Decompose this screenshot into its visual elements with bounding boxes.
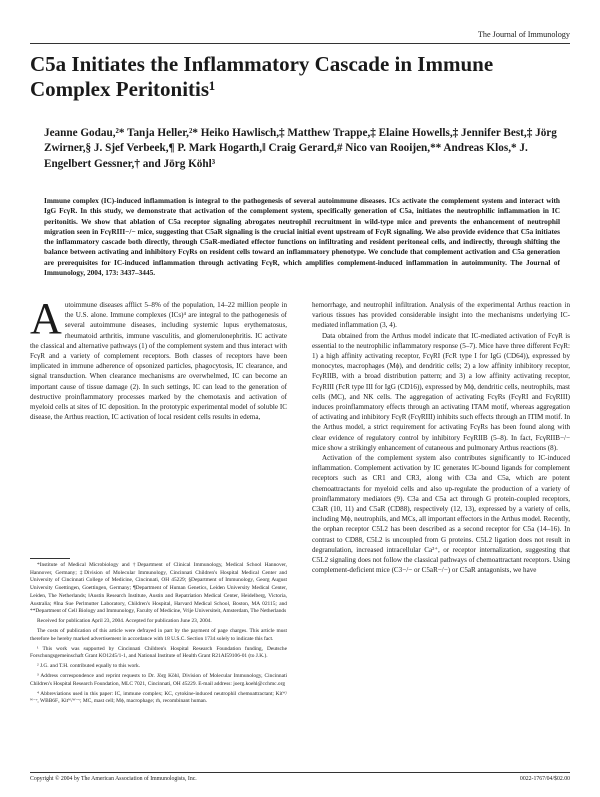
author-list: Jeanne Godau,²* Tanja Heller,²* Heiko Hawlisch,‡ Matthew Trappe,‡ Elaine Howells,‡ Jennifer Best,‡ Jörg Zwirner,§ J. Sjef Verbeek,¶ P. Mark Hogarth,‖ Craig Gerard,# Nico van Rooijen,** Andreas Klos,* J. Engelbert Gessner,† and Jörg Köhl³ xyxy=(44,127,557,170)
abstract: Immune complex (IC)-induced inflammation is integral to the pathogenesis of several autoimmune diseases. ICs activate the complement system and interact with IgG FcγR. In this study, we demonstrate that activation of the complement system, specifically generation of C5a, initiates the neutrophilic inflammation in IC peritonitis. We show that ablation of C5a receptor signaling abrogates neutrophil recruitment in wild-type mice and prevents the enhancement of neutrophil migration seen in FcγRIII−/− mice, suggesting that C5aR signaling is the crucial initial event upstream of FcγR signaling. We also provide evidence that C5a initiates the inflammatory cascade both directly, through C5aR-mediated effector functions on infiltrating and resident peritoneal cells, and indirectly, through shifting the balance between activating and inhibitory FcγRs on resident cells toward an inflammatory phenotype. We conclude that complement activation and C5a generation are prerequisites for IC-induced inflammation through activating FcγR, which amplifies complement-induced inflammation in autoimmunity. The Journal of Immunology, 2004, 173: 3437–3445. xyxy=(44,196,560,278)
issn-line: 0022-1767/04/$02.00 xyxy=(519,776,570,782)
equal-contribution-footnote: ² J.G. and T.H. contributed equally to this work. xyxy=(37,663,141,670)
body-column-right xyxy=(312,300,570,575)
affiliations-footnote: *Institute of Medical Microbiology and †Department of Clinical Immunology, Medical School Hannover, Hannover, Germany; ‡Division of Molecular Immunology, Cincinnati Children's Hospital Medical Center and University of Cincinnati College of Medicine, Cincinnati, OH 45229; §Department of Immunology, Georg August University Goettingen, Goettingen, Germany; ¶Department of Human Genetics, Leiden University Medical Center, Leiden, The Netherlands; ‖Austin Research Institute, Austin and Repatriation Medical Center, Heidelberg, Victoria, Australia; #Ina Sue Perlmutter Laboratory, Children's Hospital, Harvard Medical School, Boston, MA 02115; and **Department of Cell Biology and Immunology, Faculty of Medicine, Vrije Universiteit, Amsterdam, The Netherlands xyxy=(30,562,287,615)
body-paragraph: hemorrhage, and neutrophil infiltration. Analysis of the experimental Arthus reaction in various tissues has provided considerable insight into the mechanisms underlying IC-mediated inflammation (3, 4). xyxy=(312,301,570,330)
copyright-line: Copyright © 2004 by The American Association of Immunologists, Inc. xyxy=(30,776,197,782)
footnote-rule xyxy=(30,558,70,559)
journal-name: The Journal of Immunology xyxy=(477,30,570,39)
body-column-left xyxy=(30,294,287,422)
body-paragraph: Activation of the complement system also contributes significantly to IC-induced inflammation. Complement activation by IC generates IC-bound ligands for complement receptors such as CR1 and CR3, along with C3a and C5a, which are potent chemoattractants for myeloid cells and also up-regulate the production of a variety of proinflammatory mediators (9). C3a and C5a act through G protein-coupled receptors, C3aR (10, 11) and C5aR (CD88), respectively (12, 13), expressed by a variety of cells, including Mϕ, neutrophils, and MCs, all important effectors in the Arthus model. Recently, the orphan receptor C5L2 has been described as a second receptor for C5a (14–16). In contrast to CD88, C5L2 is uncoupled from G proteins. C5L2 ligation does not result in degranulation, increased intracellular Ca²⁺, or receptor internalization, suggesting that C5L2 signaling does not follow the classical pathways of chemoattractant receptors. Using complement-deficient mice (C3−/− or C5aR−/−) or C5aR antagonists, we have xyxy=(312,454,570,575)
body-paragraph: Data obtained from the Arthus model indicate that IC-mediated activation of FcγR is essential to the neutrophilic inflammatory response (5–7). Mice have three different FcγR: 1) a high affinity activating receptor, FcγRI (FcR type I for IgG (CD64)), expressed by monocytes, macrophages (Mϕ), and dendritic cells; 2) a low affinity inhibitory receptor, FcγRIIB, with a broad distribution pattern; and 3) a low affinity activating receptor, FcγRIII (FcR type III for IgG (CD16)), expressed by Mϕ, dendritic cells, neutrophils, mast cells (MC), and NK cells. The aggregation of activating FcγRs (FcγRI and FcγRIII) induces proinflammatory effects through an activating ITAM motif, whereas aggregation of activating and inhibitory FcγR (FcγRIII) inhibits such effects through an ITIM motif. In the Arthus model, a strict requirement for activating FcγRs has been found along with clear evidence of regulatory control by inhibitory FcγRIIB (5–8). In fact, FcγRIIB−/− mice show a strikingly enhancement of cutaneous and pulmonary Arthus reactions (8). xyxy=(312,331,570,452)
article-title: C5a Initiates the Inflammatory Cascade in Immune Complex Peritonitis¹ xyxy=(30,52,494,101)
drop-cap: A xyxy=(30,294,62,343)
header-rule xyxy=(30,43,570,44)
costs-footnote: The costs of publication of this article were defrayed in part by the payment of page charges. This article must therefore be hereby marked advertisement in accordance with 18 U.S.C. Section 1734 solely to indicate this fact. xyxy=(30,628,287,642)
correspondence-footnote: ³ Address correspondence and reprint requests to Dr. Jörg Köhl, Division of Molecular Immunology, Cincinnati Children's Hospital Research Foundation, MLC 7021, Cincinnati, OH 45229. E-mail address: joerg.koehl@cchmc.org xyxy=(30,673,287,687)
footnotes xyxy=(30,562,287,708)
intro-text: utoimmune diseases afflict 5–8% of the population, 14–22 million people in the U.S. alone. Immune complexes (ICs)⁴ are integral to the pathogenesis of several autoimmune diseases, including systemic lupus erythematosus, rheumatoid arthritis, immune vasculitis, and glomerulonephritis. IC activate the classical and alternative pathways (1) of the complement system and thus interact with FcγR and a variety of complement receptors. Both classes of receptors have been implicated in immune adherence of opsonized particles, phagocytosis, IC clearance, and signal transduction. When clearance mechanisms are overwhelmed, IC can become an important cause of tissue damage (2). In such settings, IC can lead to the generation of destructive proinflammatory processes marked by the chemotaxis and activation of myeloid cells at sites of IC deposition. In the prototypic experimental model of soluble IC disease, the Arthus reaction, IC activation of local resident cells results in edema, xyxy=(30,301,287,422)
received-footnote: Received for publication April 23, 2004. Accepted for publication June 23, 2004. xyxy=(37,618,212,625)
footer-rule xyxy=(30,772,570,773)
abbreviations-footnote: ⁴ Abbreviations used in this paper: IC, immune complex; KC, cytokine-induced neutrophil chemoattractant; Kitᵂ/ᵂ⁻ᵛ, WBB6F₁ Kitᵂ/ᵂ⁻ᵛ; MC, mast cell; Mϕ, macrophage; rh, recombinant human. xyxy=(30,690,287,705)
funding-footnote: ¹ This work was supported by Cincinnati Children's Hospital Research Foundation funding, Deutsche Forschungsgemeinschaft Grant KO1245/1-1, and National Institute of Health Grant R21AI59106-01 (to J.K.). xyxy=(30,645,287,660)
intro-paragraph xyxy=(30,294,287,422)
